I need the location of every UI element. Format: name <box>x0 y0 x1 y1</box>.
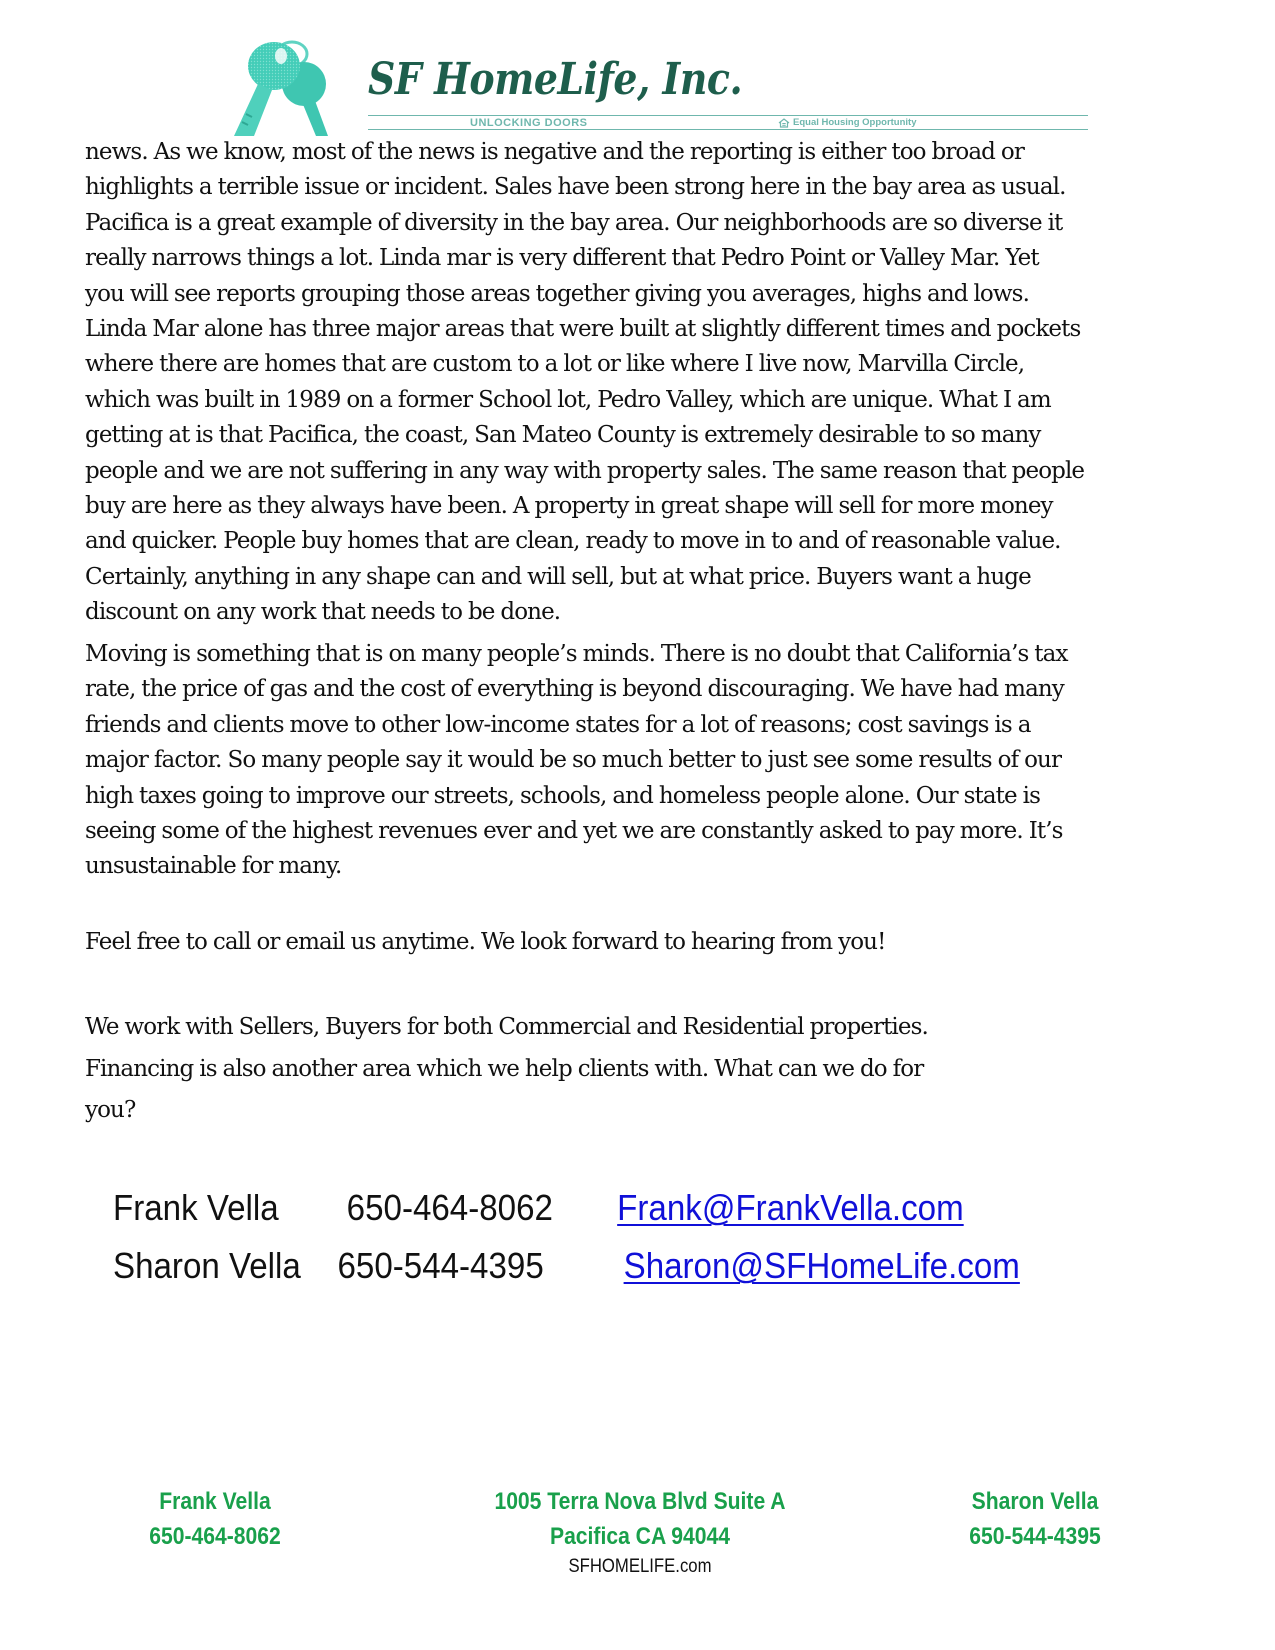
text-line: unsustainable for many. <box>85 853 342 880</box>
text-line: Linda Mar alone has three major areas that were built at slightly different times and pockets <box>85 315 1081 342</box>
footer-address-line-2: Pacifica CA 94044 <box>549 1523 731 1550</box>
footer-address <box>464 1484 816 1554</box>
text-line: We work with Sellers, Buyers for both Commercial and Residential properties. <box>85 1014 928 1040</box>
text-line: people and we are not suffering in any way with property sales. The same reason that people <box>85 457 1085 484</box>
text-line: which was built in 1989 on a former School lot, Pedro Valley, which are unique. What I am <box>85 386 1051 413</box>
text-line: really narrows things a lot. Linda mar is very different that Pedro Point or Valley Mar. Yet <box>85 245 1039 272</box>
letterhead-rule-top <box>368 115 1088 116</box>
footer-address-line-1: 1005 Terra Nova Blvd Suite A <box>494 1488 786 1515</box>
equal-housing-notice <box>778 117 917 128</box>
text-line: and quicker. People buy homes that are clean, ready to move in to and of reasonable value. <box>85 528 1061 555</box>
footer-website: SFHOMELIFE.com <box>568 1556 712 1577</box>
text-line: major factor. So many people say it would be so much better to just see some results of our <box>85 747 1062 774</box>
text-line: high taxes going to improve our streets, schools, and homeless people alone. Our state is <box>85 782 1040 809</box>
letterhead-rule-bottom <box>368 129 1088 130</box>
paragraph-market <box>85 135 1170 630</box>
text-line: news. As we know, most of the news is negative and the reporting is either too broad or <box>85 139 1024 165</box>
paragraph-moving <box>85 637 1170 885</box>
text-line: rate, the price of gas and the cost of everything is beyond discouraging. We have had many <box>85 676 1064 703</box>
footer-sharon <box>947 1484 1123 1554</box>
footer-phone: 650-544-4395 <box>969 1523 1101 1550</box>
contact-email-link[interactable]: Sharon@SFHomeLife.com <box>623 1245 1020 1286</box>
paragraph-services <box>85 1007 1170 1132</box>
text-line: buy are here as they always have been. A property in great shape will sell for more money <box>85 492 1053 519</box>
contact-phone: 650-544-4395 <box>337 1245 544 1286</box>
footer-name: Frank Vella <box>159 1488 271 1515</box>
text-line: discount on any work that needs to be done. <box>85 599 561 626</box>
equal-housing-text: Equal Housing Opportunity <box>793 117 917 128</box>
footer-frank <box>127 1484 303 1554</box>
contact-phone: 650-464-8062 <box>346 1187 553 1228</box>
text-line: Certainly, anything in any shape can and will sell, but at what price. Buyers want a huge <box>85 563 1031 590</box>
contact-name: Frank Vella <box>113 1187 279 1228</box>
text-line: where there are homes that are custom to a lot or like where I live now, Marvilla Circle, <box>85 351 1025 378</box>
text-line: friends and clients move to other low-income states for a lot of reasons; cost savings is a <box>85 711 1031 738</box>
footer-phone: 650-464-8062 <box>149 1523 281 1550</box>
text-line: Pacifica is a great example of diversity in the bay area. Our neighborhoods are so diverse it <box>85 209 1063 236</box>
text-line: you will see reports grouping those areas together giving you averages, highs and lows. <box>85 280 1029 307</box>
text-line: Financing is also another area which we help clients with. What can we do for <box>85 1055 924 1082</box>
text-line: getting at is that Pacifica, the coast, San Mateo County is extremely desirable to so many <box>85 422 1041 449</box>
contact-name: Sharon Vella <box>113 1245 301 1286</box>
tagline: UNLOCKING DOORS <box>470 117 588 129</box>
company-name: SF HomeLife, Inc. <box>368 54 743 105</box>
text-line: seeing some of the highest revenues ever and yet we are constantly asked to pay more. It’s <box>85 817 1063 844</box>
text-line: Moving is something that is on many people’s minds. There is no doubt that California’s tax <box>85 641 1068 667</box>
equal-housing-icon <box>778 118 790 128</box>
text-line: you? <box>85 1097 136 1123</box>
keys-icon <box>232 36 368 136</box>
text-line: Feel free to call or email us anytime. We look forward to hearing from you! <box>85 929 886 955</box>
contact-email-link[interactable]: Frank@FrankVella.com <box>617 1187 964 1228</box>
footer-name: Sharon Vella <box>971 1488 1099 1515</box>
text-line: highlights a terrible issue or incident. Sales have been strong here in the bay area as usual. <box>85 174 1066 201</box>
paragraph-contact-invite <box>85 925 1170 960</box>
